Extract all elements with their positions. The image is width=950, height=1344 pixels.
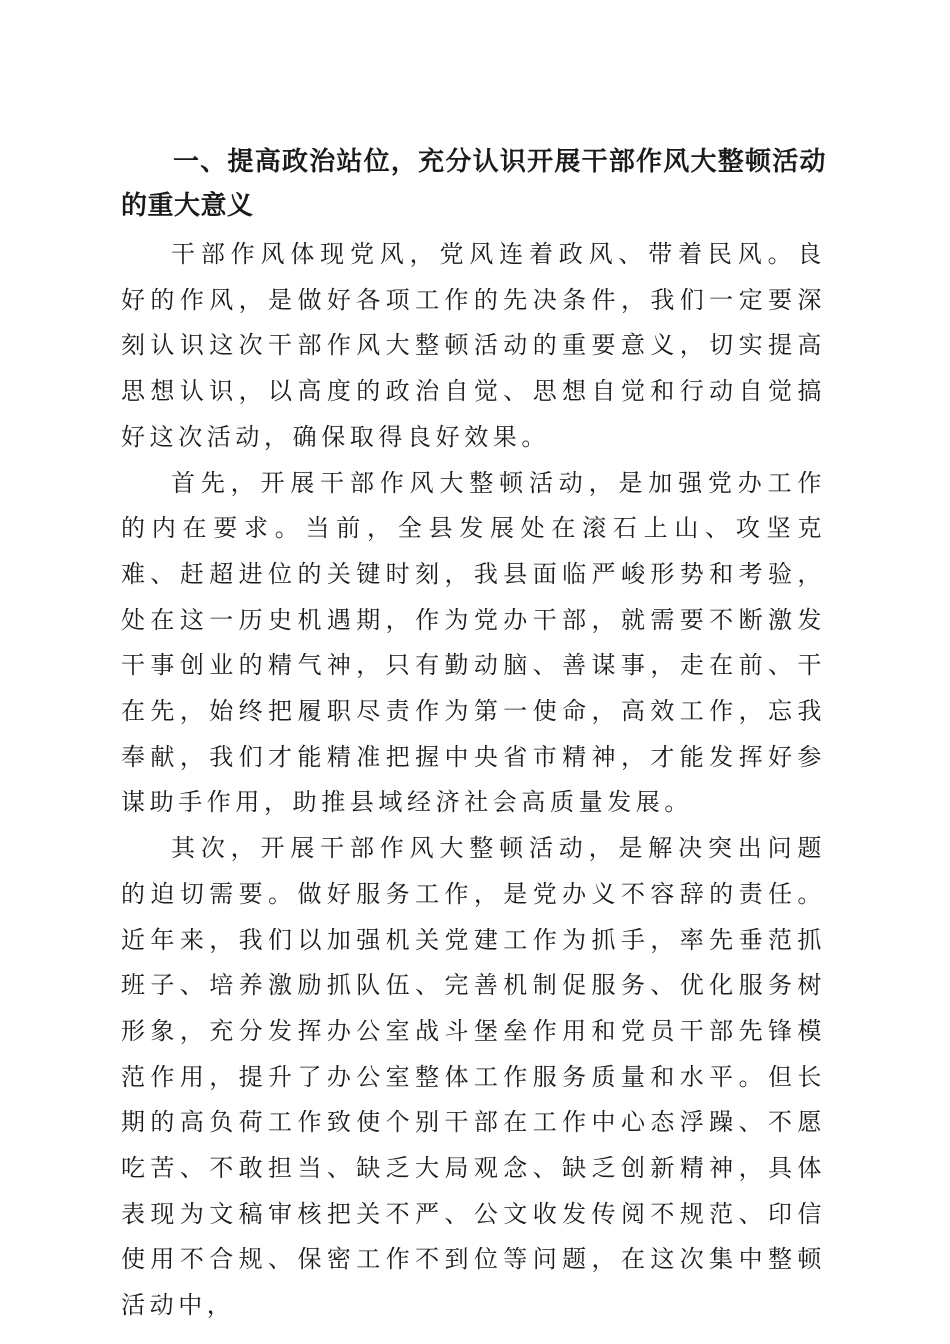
document-body [121, 140, 826, 1329]
section-heading: 一、提高政治站位，充分认识开展干部作风大整顿活动的重大意义 [121, 147, 826, 221]
paragraph-first-point: 首先，开展干部作风大整顿活动，是加强党办工作的内在要求。当前，全县发展处在滚石上山、攻坚克难、赶超进位的关键时刻，我县面临严峻形势和考验，处在这一历史机遇期，作为党办干部，就需要不断激发干事创业的精气神，只有勤动脑、善谋事，走在前、干在先，始终把履职尽责作为第一使命，高效工作，忘我奉献，我们才能精准把握中央省市精神，才能发挥好参谋助手作用，助推县域经济社会高质量发展。 [121, 468, 826, 817]
paragraph-second-point: 其次，开展干部作风大整顿活动，是解决突出问题的迫切需要。做好服务工作，是党办义不容辞的责任。近年来，我们以加强机关党建工作为抓手，率先垂范抓班子、培养激励抓队伍、完善机制促服务、优化服务树形象，充分发挥办公室战斗堡垒作用和党员干部先锋模范作用，提升了办公室整体工作服务质量和水平。但长期的高负荷工作致使个别干部在工作中心态浮躁、不愿吃苦、不敢担当、缺乏大局观念、缺乏创新精神，具体表现为文稿审核把关不严、公文收发传阅不规范、印信使用不合规、保密工作不到位等问题，在这次集中整顿活动中， [121, 834, 826, 1320]
paragraph-intro: 干部作风体现党风，党风连着政风、带着民风。良好的作风，是做好各项工作的先决条件，我们一定要深刻认识这次干部作风大整顿活动的重要意义，切实提高思想认识，以高度的政治自觉、思想自觉和行动自觉搞好这次活动，确保取得良好效果。 [121, 240, 826, 451]
